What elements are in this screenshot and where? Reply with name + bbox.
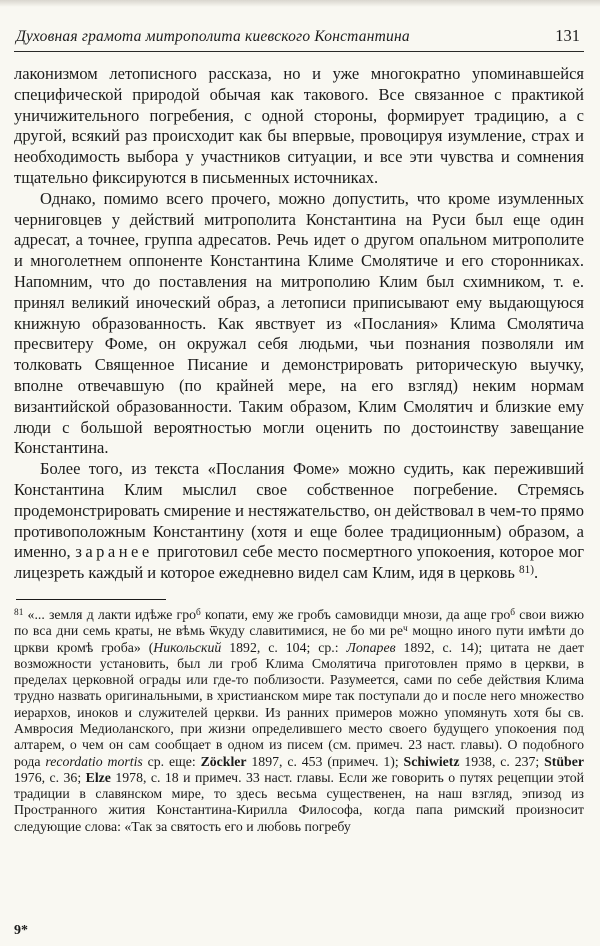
footnote-separator (16, 599, 166, 600)
paragraph: Однако, помимо всего прочего, можно допустить, что кроме изумленных черниговцев у действий митрополита Константина на Руси был еще один адресат, а точнее, группа адресатов. Речь идет о другом опальном митрополите и многолетнем оппоненте Константина Климе Смолятиче и его сторонниках. Напомним, что до поставления на митрополию Клим был схимником, т. е. принял великий иноческий образ, а летописи приписывают ему выдающуюся книжную образованность. Как явствует из «Послания» Клима Смолятича пресвитеру Фоме, он окружал себя людьми, чьи познания позволяли им толковать Священное Писание и демонстрировать риторическую выучку, вполне отвечавшую (по крайней мере, на его взгляд) неким нормам византийской образованности. Таким образом, Клим Смолятич и близкие ему люди с большой вероятностью могли оценить по достоинству завещание Константина. (14, 188, 584, 458)
page-body (14, 64, 584, 584)
paragraph: Более того, из текста «Послания Фоме» можно судить, как переживший Константина Клим мыслил свое собственное погребение. Стремясь продемонстрировать смирение и нестяжательство, он действовал в чем-то прямо противоположным Константину (хотя и еще более традиционным) образом, а именно, заранее приготовил себе место посмертного упокоения, которое мог лицезреть каждый и которое ежедневно видел сам Клим, идя в церковь $^{81)}$. (14, 459, 584, 583)
signature-mark: 9* (14, 923, 28, 938)
running-header (14, 26, 584, 52)
footnote-text: «... земля д лакти идѣже гро$^б$ копати, ему же гробъ самовидци мнози, да аще гро$^б$ свои вижю по вса дни семь краты, не вѣмь ѿкуду славитимися, не бо ми $ре^ч$ мощно иного пути имѣти до цркви кромѣ гроба» (Никольский 1892, с. 104; ср.: Лопарев 1892, с. 14); цитата не дает возможности установить, был ли гроб Клима Смолятича приготовлен прямо в церкви, в пределах церковной ограды или где-то поблизости. Разумеется, сами по себе действия Клима трудно назвать оригинальными, в христианском мире так поступали до и после него множество иерархов, иноков и служителей церкви. Из ранних примеров можно упомянуть хотя бы св. Амвросия Медиоланского, при жизни определившего место своего будущего упокоения под алтарем, о чем он сам сообщает в одном из писем (см. примеч. 23 наст. главы). О подобного рода recordatio mortis ср. еще: Zöckler 1897, с. 453 (примеч. 1); Schiwietz 1938, с. 237; Stüber 1976, с. 36; Elze 1978, с. 18 и примеч. 33 наст. главы. Если же говорить о путях рецепции этой традиции в славянском мире, то здесь весьма существенен, на наш взгляд, эпизод из Пространного жития Константина-Кирилла Философа, когда папа римский произносит следующие слова: «Так за святость его и любовь погребу (14, 606, 585, 834)
page-number: 131 (555, 26, 580, 45)
footnote (14, 607, 584, 835)
paragraph: лаконизмом летописного рассказа, но и уже многократно упоминавшейся специфической природой обычая как такового. Все связанное с практикой уничижительного погребения, с одной стороны, формирует традицию, а с другой, всякий раз происходит как бы впервые, провоцируя изумление, страх и необходимость выбора у участников ситуации, и все эти чувства и сомнения тщательно фиксируются в письменных источниках. (14, 64, 584, 187)
running-header-title: Духовная грамота митрополита киевского Константина (16, 28, 410, 45)
footnote-marker: 81 (14, 607, 24, 618)
